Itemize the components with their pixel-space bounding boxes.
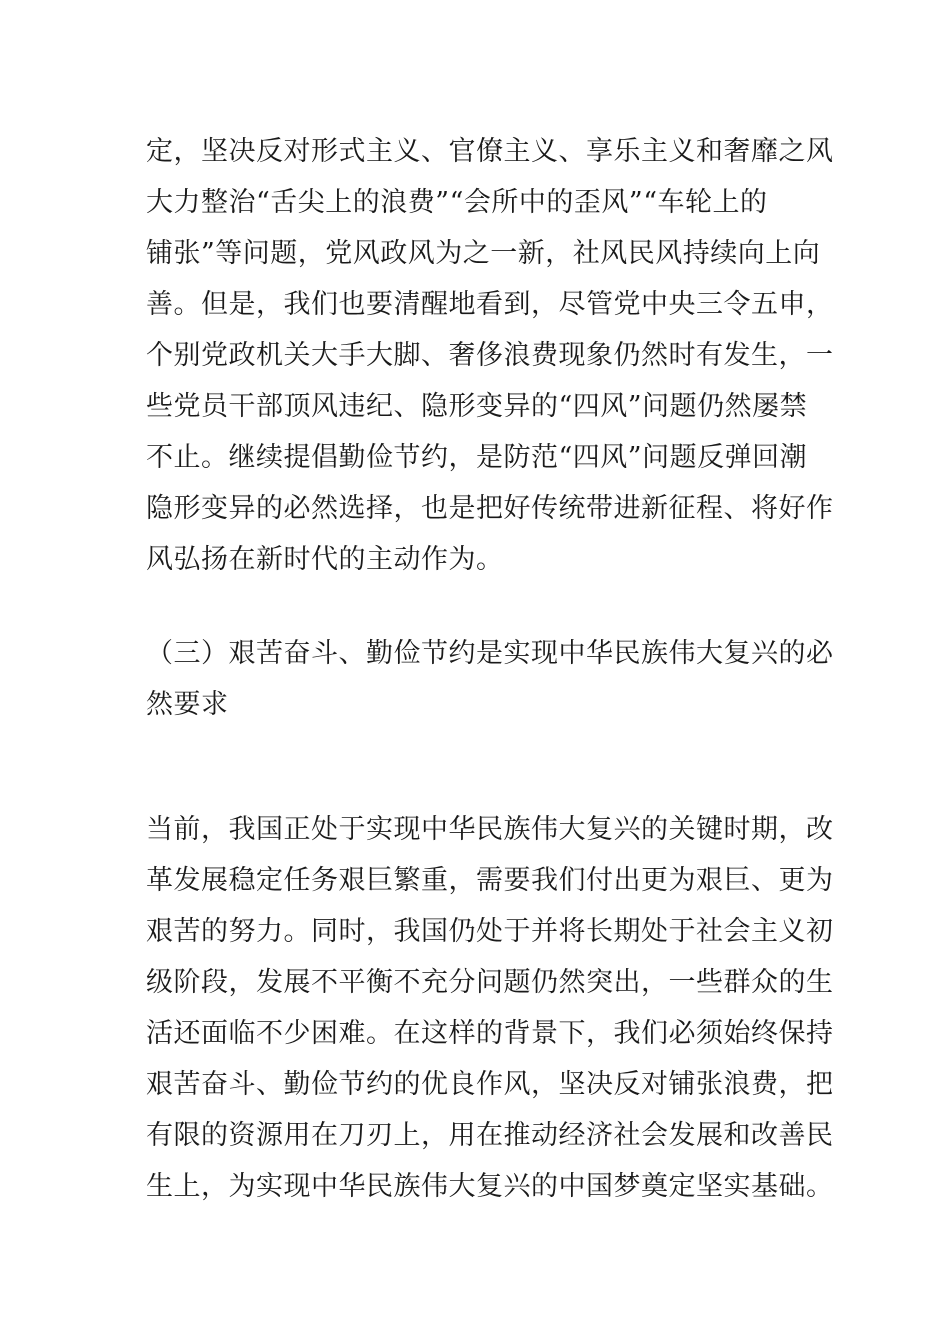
text-line: 隐形变异的必然选择，也是把好传统带进新征程、将好作 <box>146 493 834 524</box>
text-line: 有限的资源用在刀刃上，用在推动经济社会发展和改善民 <box>146 1120 834 1151</box>
text-line: 些党员干部顶风违纪、隐形变异的“四风”问题仍然屡禁 <box>146 391 808 422</box>
text-line: 革发展稳定任务艰巨繁重，需要我们付出更为艰巨、更为 <box>146 865 834 896</box>
text-line: 艰苦奋斗、勤俭节约的优良作风，坚决反对铺张浪费，把 <box>146 1069 834 1100</box>
text-line: 风弘扬在新时代的主动作为。 <box>146 544 504 575</box>
text-line: 铺张”等问题，党风政风为之一新，社风民风持续向上向 <box>146 238 821 269</box>
text-line: 大力整治“舌尖上的浪费”“会所中的歪风”“车轮上的 <box>146 187 768 218</box>
text-line: 生上，为实现中华民族伟大复兴的中国梦奠定坚实基础。 <box>146 1171 834 1202</box>
heading-line: 然要求 <box>146 689 229 720</box>
text-line: 善。但是，我们也要清醒地看到，尽管党中央三令五申， <box>146 289 834 320</box>
text-line: 级阶段，发展不平衡不充分问题仍然突出，一些群众的生 <box>146 967 834 998</box>
text-line: 个别党政机关大手大脚、奢侈浪费现象仍然时有发生，一 <box>146 340 834 371</box>
text-line: 活还面临不少困难。在这样的背景下，我们必须始终保持 <box>146 1018 834 1049</box>
heading-line: （三）艰苦奋斗、勤俭节约是实现中华民族伟大复兴的必 <box>146 638 834 669</box>
text-line: 定，坚决反对形式主义、官僚主义、享乐主义和奢靡之风 <box>146 136 834 167</box>
text-line: 当前，我国正处于实现中华民族伟大复兴的关键时期，改 <box>146 814 834 845</box>
text-line: 艰苦的努力。同时，我国仍处于并将长期处于社会主义初 <box>146 916 834 947</box>
text-line: 不止。继续提倡勤俭节约，是防范“四风”问题反弹回潮 <box>146 442 808 473</box>
